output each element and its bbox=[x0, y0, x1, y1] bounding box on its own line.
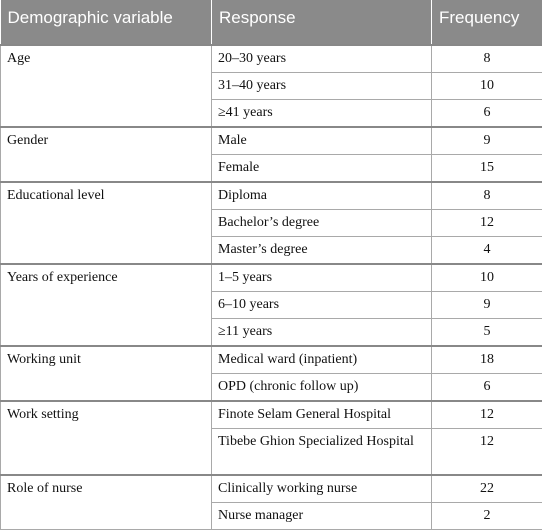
table-row bbox=[1, 264, 542, 292]
variable-cell: Age bbox=[1, 45, 212, 127]
response-cell: Bachelor’s degree bbox=[212, 210, 432, 237]
frequency-cell: 18 bbox=[432, 346, 542, 374]
response-cell: Male bbox=[212, 127, 432, 155]
variable-cell: Gender bbox=[1, 127, 212, 182]
header-response: Response bbox=[212, 0, 432, 45]
frequency-cell: 15 bbox=[432, 155, 542, 183]
frequency-cell: 9 bbox=[432, 292, 542, 319]
response-cell: Diploma bbox=[212, 182, 432, 210]
variable-cell: Role of nurse bbox=[1, 475, 212, 530]
response-cell: Tibebe Ghion Specialized Hospital bbox=[212, 429, 432, 475]
frequency-cell: 8 bbox=[432, 45, 542, 73]
frequency-cell: 10 bbox=[432, 73, 542, 100]
variable-cell: Work setting bbox=[1, 401, 212, 475]
response-cell: 20–30 years bbox=[212, 45, 432, 73]
response-cell: Master’s degree bbox=[212, 237, 432, 265]
response-cell: 1–5 years bbox=[212, 264, 432, 292]
frequency-cell: 22 bbox=[432, 475, 542, 503]
table-row bbox=[1, 127, 542, 155]
table-row bbox=[1, 346, 542, 374]
frequency-cell: 2 bbox=[432, 502, 542, 529]
response-cell: 31–40 years bbox=[212, 73, 432, 100]
response-cell: ≥11 years bbox=[212, 319, 432, 347]
header-frequency: Frequency bbox=[432, 0, 542, 45]
table-row bbox=[1, 475, 542, 503]
header-row bbox=[1, 0, 542, 45]
frequency-cell: 6 bbox=[432, 374, 542, 402]
frequency-cell: 9 bbox=[432, 127, 542, 155]
frequency-cell: 12 bbox=[432, 210, 542, 237]
table-row bbox=[1, 401, 542, 429]
frequency-cell: 10 bbox=[432, 264, 542, 292]
frequency-cell: 12 bbox=[432, 401, 542, 429]
frequency-cell: 5 bbox=[432, 319, 542, 347]
table-row bbox=[1, 182, 542, 210]
frequency-cell: 12 bbox=[432, 429, 542, 475]
response-cell: Nurse manager bbox=[212, 502, 432, 529]
response-cell: ≥41 years bbox=[212, 100, 432, 128]
response-cell: Finote Selam General Hospital bbox=[212, 401, 432, 429]
variable-cell: Years of experience bbox=[1, 264, 212, 346]
variable-cell: Working unit bbox=[1, 346, 212, 401]
table-row bbox=[1, 45, 542, 73]
frequency-cell: 4 bbox=[432, 237, 542, 265]
variable-cell: Educational level bbox=[1, 182, 212, 264]
response-cell: 6–10 years bbox=[212, 292, 432, 319]
header-variable: Demographic variable bbox=[1, 0, 212, 45]
response-cell: Clinically working nurse bbox=[212, 475, 432, 503]
response-cell: OPD (chronic follow up) bbox=[212, 374, 432, 402]
frequency-cell: 6 bbox=[432, 100, 542, 128]
response-cell: Medical ward (inpatient) bbox=[212, 346, 432, 374]
response-cell: Female bbox=[212, 155, 432, 183]
frequency-cell: 8 bbox=[432, 182, 542, 210]
